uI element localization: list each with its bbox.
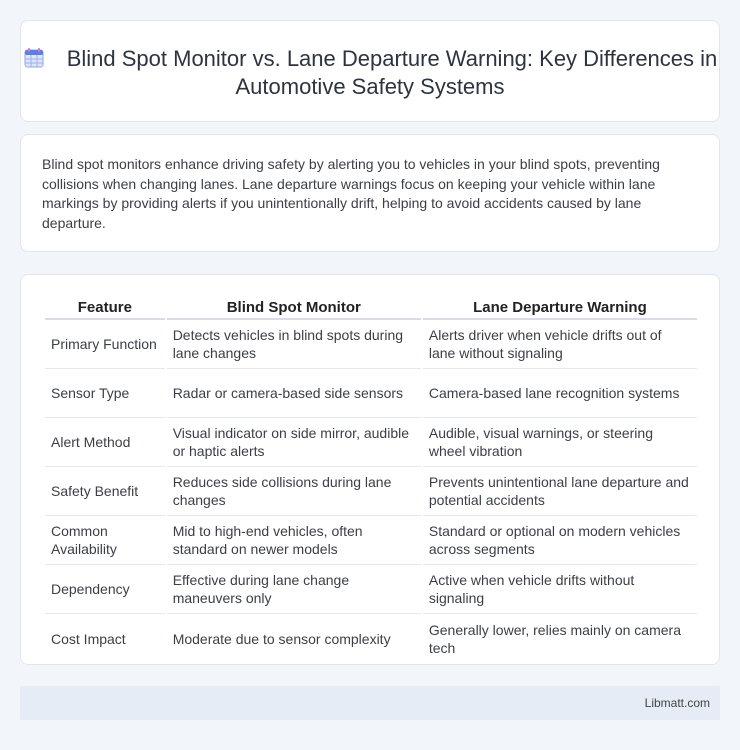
- blind-spot-cell: Reduces side collisions during lane changes: [167, 467, 421, 516]
- lane-departure-cell: Generally lower, relies mainly on camera tech: [428, 621, 681, 656]
- comparison-table: [43, 296, 699, 663]
- blind-spot-cell: Mid to high-end vehicles, often standard on newer models: [167, 516, 421, 565]
- feature-cell: Sensor Type: [45, 369, 165, 418]
- table-row: [45, 320, 697, 369]
- page-title-wrap: [21, 45, 719, 101]
- table-row: [45, 418, 697, 467]
- table-header-row: [45, 296, 697, 320]
- table-row: [45, 614, 697, 663]
- header-feature: Feature: [45, 296, 165, 320]
- lane-departure-cell: Active when vehicle drifts without signaling: [423, 565, 697, 614]
- comparison-card: [20, 274, 720, 665]
- intro-card: [20, 134, 720, 252]
- table-row: [45, 467, 697, 516]
- lane-departure-cell: Alerts driver when vehicle drifts out of lane without signaling: [423, 320, 697, 369]
- blind-spot-cell: Moderate due to sensor complexity: [172, 630, 391, 647]
- table-row: [45, 565, 697, 614]
- page-title: Blind Spot Monitor vs. Lane Departure Warning: Key Differences in Automotive Safety Systems: [66, 46, 718, 99]
- footer-bar: [20, 686, 720, 720]
- table-row: [45, 516, 697, 565]
- blind-spot-cell: Detects vehicles in blind spots during lane changes: [167, 320, 421, 369]
- feature-cell: Dependency: [45, 565, 165, 614]
- lane-departure-cell: Standard or optional on modern vehicles across segments: [423, 516, 697, 565]
- header-lane-departure-warning: Lane Departure Warning: [423, 296, 697, 320]
- lane-departure-cell: Camera-based lane recognition systems: [423, 369, 697, 418]
- lane-departure-cell: Prevents unintentional lane departure and potential accidents: [423, 467, 697, 516]
- blind-spot-cell: Effective during lane change maneuvers only: [167, 565, 421, 614]
- blind-spot-cell: Visual indicator on side mirror, audible or haptic alerts: [167, 418, 421, 467]
- table-row: [45, 369, 697, 418]
- header-blind-spot-monitor: Blind Spot Monitor: [167, 296, 421, 320]
- spreadsheet-icon: [23, 47, 45, 69]
- feature-cell: Common Availability: [45, 516, 165, 565]
- feature-cell: Primary Function: [45, 320, 165, 369]
- footer-brand-link[interactable]: Libmatt.com: [644, 696, 710, 710]
- feature-cell: Safety Benefit: [45, 467, 165, 516]
- feature-cell: Alert Method: [45, 418, 165, 467]
- lane-departure-cell: Audible, visual warnings, or steering wheel vibration: [423, 418, 697, 467]
- blind-spot-cell: Radar or camera-based side sensors: [167, 369, 421, 418]
- title-card: [20, 20, 720, 122]
- feature-cell: Cost Impact: [51, 630, 126, 647]
- intro-paragraph: Blind spot monitors enhance driving safety by alerting you to vehicles in your blind spots, preventing collisions when changing lanes. Lane departure warnings focus on keeping your vehicle within lane markings by providing alerts if you unintentionally drift, helping to avoid accidents caused by lane departure.: [42, 156, 660, 231]
